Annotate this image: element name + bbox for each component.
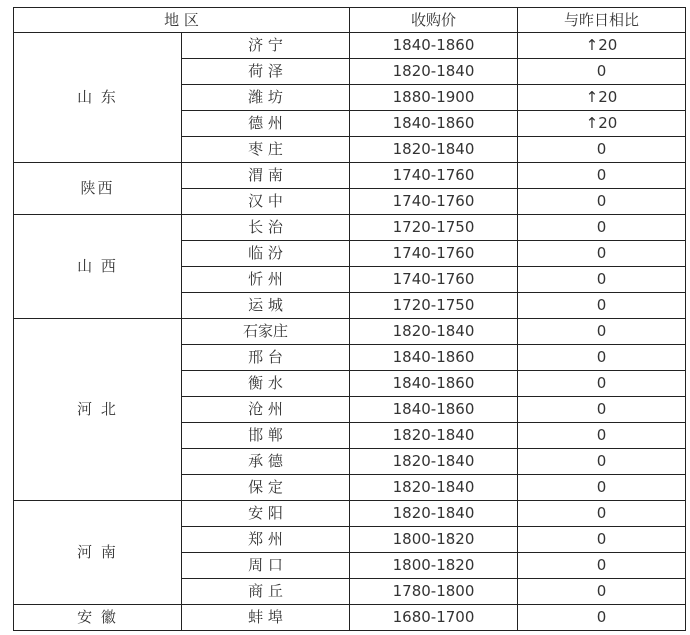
change-cell: 0 (518, 423, 686, 449)
change-cell: 0 (518, 449, 686, 475)
change-cell: ↑20 (518, 85, 686, 111)
table-row (14, 33, 686, 59)
price-cell: 1720-1750 (350, 215, 518, 241)
city-cell: 石家庄 (182, 319, 350, 345)
city-cell: 衡 水 (182, 371, 350, 397)
price-cell: 1820-1840 (350, 319, 518, 345)
price-cell: 1820-1840 (350, 475, 518, 501)
region-cell: 河 南 (14, 501, 182, 605)
change-cell: ↑20 (518, 33, 686, 59)
region-cell: 陕西 (14, 163, 182, 215)
city-cell: 保 定 (182, 475, 350, 501)
price-cell: 1820-1840 (350, 59, 518, 85)
region-cell: 山 东 (14, 33, 182, 163)
price-table (13, 7, 686, 631)
price-cell: 1840-1860 (350, 371, 518, 397)
city-cell: 安 阳 (182, 501, 350, 527)
region-cell: 河 北 (14, 319, 182, 501)
change-cell: 0 (518, 345, 686, 371)
city-cell: 德 州 (182, 111, 350, 137)
price-cell: 1820-1840 (350, 423, 518, 449)
change-cell: 0 (518, 371, 686, 397)
table-row (14, 319, 686, 345)
city-cell: 邢 台 (182, 345, 350, 371)
header-change: 与昨日相比 (518, 8, 686, 33)
header-row (14, 8, 686, 33)
city-cell: 蚌 埠 (182, 605, 350, 631)
city-cell: 临 汾 (182, 241, 350, 267)
header-region: 地 区 (14, 8, 350, 33)
price-cell: 1840-1860 (350, 397, 518, 423)
price-cell: 1820-1840 (350, 449, 518, 475)
change-cell: 0 (518, 397, 686, 423)
header-price: 收购价 (350, 8, 518, 33)
city-cell: 渭 南 (182, 163, 350, 189)
table-header (14, 8, 686, 33)
change-cell: 0 (518, 215, 686, 241)
change-cell: 0 (518, 579, 686, 605)
city-cell: 潍 坊 (182, 85, 350, 111)
price-cell: 1720-1750 (350, 293, 518, 319)
change-cell: 0 (518, 605, 686, 631)
change-cell: ↑20 (518, 111, 686, 137)
city-cell: 枣 庄 (182, 137, 350, 163)
change-cell: 0 (518, 163, 686, 189)
price-cell: 1820-1840 (350, 137, 518, 163)
table-row (14, 163, 686, 189)
city-cell: 汉 中 (182, 189, 350, 215)
change-cell: 0 (518, 475, 686, 501)
city-cell: 商 丘 (182, 579, 350, 605)
city-cell: 周 口 (182, 553, 350, 579)
change-cell: 0 (518, 267, 686, 293)
city-cell: 郑 州 (182, 527, 350, 553)
price-cell: 1840-1860 (350, 111, 518, 137)
region-cell: 山 西 (14, 215, 182, 319)
price-cell: 1880-1900 (350, 85, 518, 111)
change-cell: 0 (518, 59, 686, 85)
change-cell: 0 (518, 189, 686, 215)
price-cell: 1740-1760 (350, 189, 518, 215)
price-cell: 1740-1760 (350, 241, 518, 267)
city-cell: 荷 泽 (182, 59, 350, 85)
table-row (14, 501, 686, 527)
change-cell: 0 (518, 501, 686, 527)
change-cell: 0 (518, 527, 686, 553)
price-cell: 1840-1860 (350, 33, 518, 59)
table-row (14, 215, 686, 241)
city-cell: 济 宁 (182, 33, 350, 59)
city-cell: 承 德 (182, 449, 350, 475)
price-cell: 1840-1860 (350, 345, 518, 371)
price-cell: 1740-1760 (350, 267, 518, 293)
change-cell: 0 (518, 241, 686, 267)
change-cell: 0 (518, 137, 686, 163)
table-body (14, 33, 686, 631)
city-cell: 邯 郸 (182, 423, 350, 449)
price-cell: 1820-1840 (350, 501, 518, 527)
change-cell: 0 (518, 553, 686, 579)
table-row (14, 605, 686, 631)
city-cell: 忻 州 (182, 267, 350, 293)
price-cell: 1800-1820 (350, 527, 518, 553)
region-cell: 安 徽 (14, 605, 182, 631)
price-cell: 1680-1700 (350, 605, 518, 631)
price-cell: 1780-1800 (350, 579, 518, 605)
city-cell: 运 城 (182, 293, 350, 319)
city-cell: 长 治 (182, 215, 350, 241)
city-cell: 沧 州 (182, 397, 350, 423)
price-cell: 1800-1820 (350, 553, 518, 579)
price-cell: 1740-1760 (350, 163, 518, 189)
change-cell: 0 (518, 293, 686, 319)
change-cell: 0 (518, 319, 686, 345)
